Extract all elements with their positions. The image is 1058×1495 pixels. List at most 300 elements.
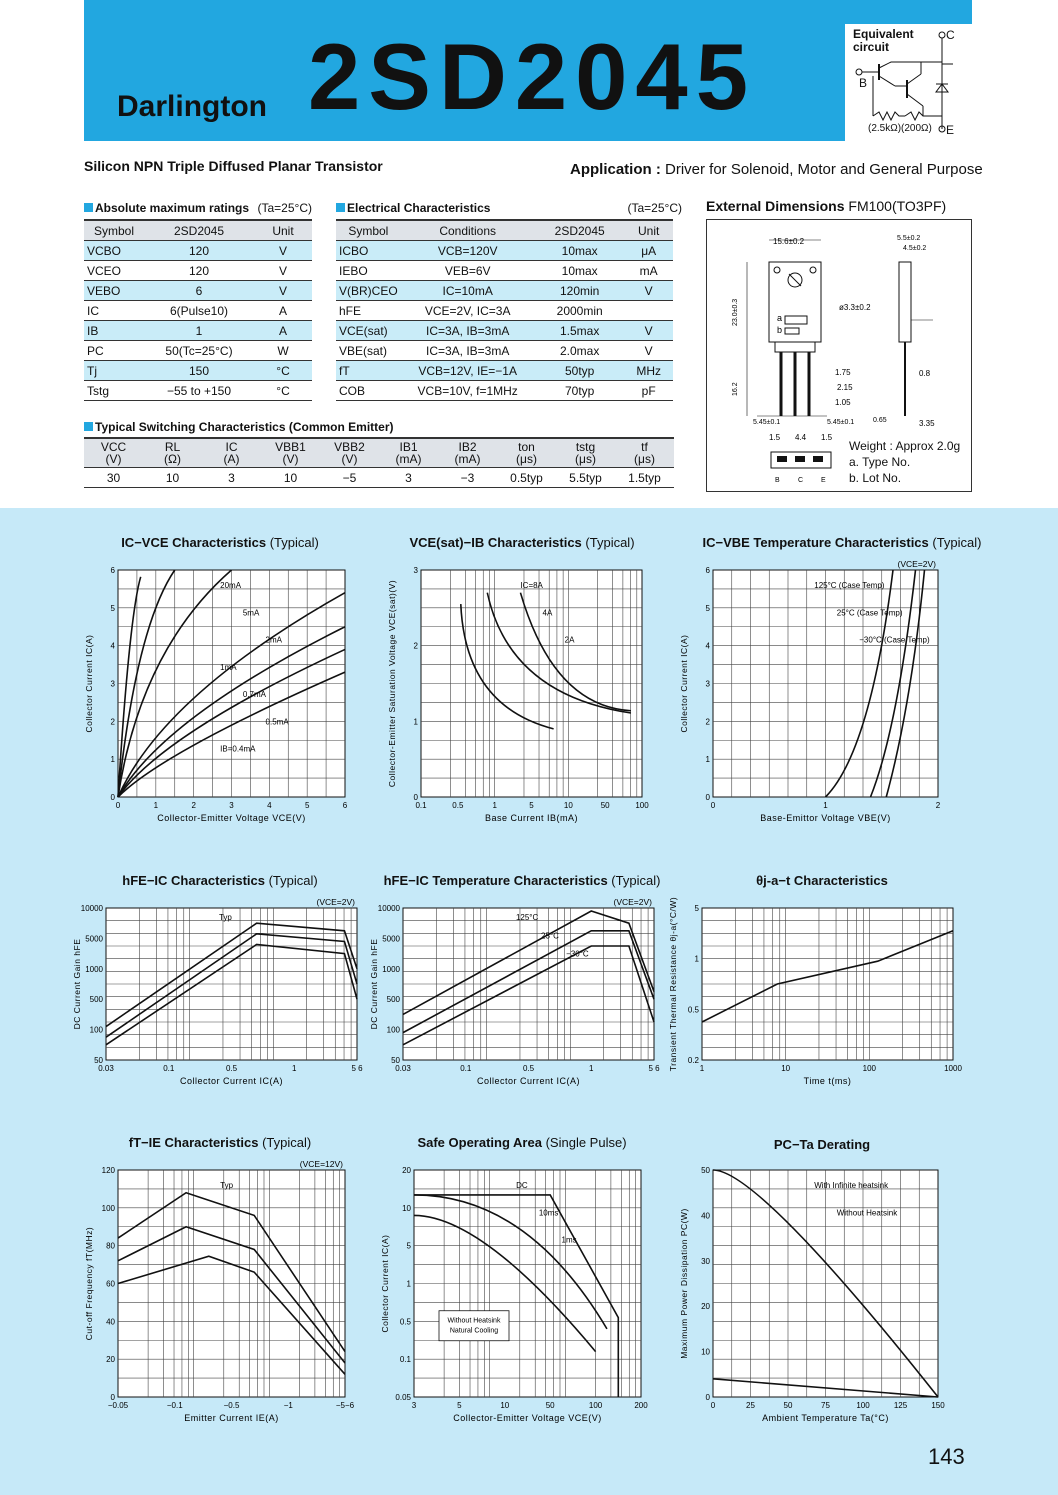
x-tick-label: 6	[342, 801, 348, 810]
x-tick-label: 0.03	[395, 1064, 411, 1073]
chart-4-plot	[56, 888, 387, 1090]
table-cell: 30	[84, 468, 143, 488]
application-label: Application :	[570, 161, 661, 178]
table-cell: IC	[84, 301, 144, 321]
table-cell: VCEO	[84, 261, 144, 281]
dim-0-65: 0.65	[873, 417, 887, 424]
table-cell: 10max	[535, 261, 625, 281]
chart-title-symbol: IC−VBE	[702, 535, 750, 550]
table-cell: 6(Pulse10)	[144, 301, 254, 321]
table-cell: V	[254, 281, 312, 301]
chart-title-symbol: θj-a−t	[756, 873, 791, 888]
table-cell: 50typ	[535, 361, 625, 381]
table-cell: 0.5typ	[497, 468, 556, 488]
table-cell: VBE(sat)	[336, 341, 401, 361]
table-row	[336, 301, 673, 321]
y-tick-label: 1000	[85, 964, 103, 974]
table-row	[84, 468, 674, 488]
table-header: Unit	[254, 220, 312, 241]
x-tick-label: 0.1	[460, 1064, 472, 1073]
table-row	[84, 381, 312, 401]
y-tick-label: 10000	[377, 904, 400, 913]
chart-title-symbol: Safe Operating Area	[417, 1135, 542, 1150]
x-tick-label: 1	[823, 801, 828, 810]
x-axis-label: Collector Current IC(A)	[179, 1076, 284, 1086]
x-tick-label: 0	[710, 1401, 716, 1410]
table-cell: Tj	[84, 361, 144, 381]
x-axis-label: Collector-Emitter Voltage VCE(V)	[157, 813, 306, 823]
y-tick-label: 1	[110, 755, 115, 765]
chart-5-plot	[353, 888, 684, 1090]
table-cell: hFE	[336, 301, 401, 321]
y-tick-label: 60	[106, 1279, 115, 1289]
y-axis-label: Collector Current IC(A)	[380, 1234, 390, 1333]
table-cell: V	[254, 241, 312, 261]
x-tick-label: 1	[153, 801, 159, 810]
x-tick-label: 0	[115, 801, 121, 810]
table-cell: °C	[254, 361, 312, 381]
chart-title	[372, 1135, 672, 1150]
table-cell: MHz	[625, 361, 673, 381]
x-tick-label: 25	[746, 1401, 755, 1410]
y-axis-label: Transient Thermal Resistance θj-a(°C/W)	[668, 896, 678, 1072]
chart-title-note: (Typical)	[258, 1135, 312, 1150]
y-tick-label: 30	[701, 1256, 710, 1266]
part-number: 2SD2045	[308, 24, 756, 129]
y-tick-label: 5	[694, 904, 699, 913]
curve-label: 25°C (Case Temp)	[836, 608, 903, 618]
chart-title-note: (Single Pulse)	[545, 1135, 627, 1150]
chart-title-note: (Typical)	[607, 873, 661, 888]
x-tick-label: −0.1	[166, 1401, 183, 1410]
table-cell: IC=10mA	[401, 281, 535, 301]
chart-title-symbol: hFE−IC	[122, 873, 168, 888]
chart-3-plot	[663, 550, 968, 827]
y-tick-label: 500	[386, 995, 400, 1005]
x-tick-label: −5−6	[335, 1401, 355, 1410]
table-cell: V(BR)CEO	[336, 281, 401, 301]
note-box-text: Natural Cooling	[449, 1327, 499, 1335]
table-header: VBB1 (V)	[261, 438, 320, 468]
y-tick-label: 2	[413, 641, 418, 651]
table-cell: V	[625, 341, 673, 361]
y-tick-label: 100	[101, 1203, 115, 1213]
table-header: ton (μs)	[497, 438, 556, 468]
resistor-values: (2.5kΩ)(200Ω)	[868, 123, 932, 134]
table-cell: 1.5typ	[615, 468, 674, 488]
table-cell: VEB=6V	[401, 261, 535, 281]
dims-heading	[706, 198, 946, 214]
page-number: 143	[928, 1444, 965, 1469]
x-tick-label: 0.5	[225, 1064, 238, 1073]
x-tick-label: 0.03	[98, 1064, 114, 1073]
table-header: 2SD2045	[535, 220, 625, 241]
chart-title-text: Characteristics	[167, 873, 265, 888]
y-tick-label: 10	[402, 1203, 411, 1213]
table-row	[84, 281, 312, 301]
table-header: IB1 (mA)	[379, 438, 438, 468]
curve-label: 4A	[542, 608, 553, 618]
pin-b: B	[775, 477, 780, 484]
y-tick-label: 0	[110, 793, 115, 802]
table-cell: V	[254, 261, 312, 281]
x-tick-label: 50	[545, 1401, 555, 1410]
x-tick-label: 1	[492, 801, 497, 810]
table-row	[336, 241, 673, 261]
elec-cond: (Ta=25°C)	[627, 201, 682, 215]
abs-max-cond: (Ta=25°C)	[257, 201, 312, 215]
table-cell: ICBO	[336, 241, 401, 261]
x-tick-label: 2	[191, 801, 196, 810]
curve-label: 125°C (Case Temp)	[814, 581, 885, 591]
y-tick-label: 1	[406, 1279, 411, 1289]
y-tick-label: 0.1	[399, 1355, 411, 1365]
chart-title-symbol: hFE−IC	[383, 873, 429, 888]
table-cell: VCB=120V	[401, 241, 535, 261]
dim-5-45a: 5.45±0.1	[753, 419, 781, 426]
table-cell: 10	[143, 468, 202, 488]
table-cell: fT	[336, 361, 401, 381]
table-cell: W	[254, 341, 312, 361]
y-tick-label: 0	[413, 793, 418, 802]
dim-3-35: 3.35	[919, 419, 935, 428]
table-cell: V	[625, 321, 673, 341]
y-tick-label: 40	[106, 1317, 115, 1327]
x-tick-label: 50	[783, 1401, 793, 1410]
chart-condition: (VCE=2V)	[897, 559, 936, 569]
table-cell: 10max	[535, 241, 625, 261]
chart-condition: (VCE=2V)	[316, 897, 355, 907]
note-box-text: Without Heatsink	[447, 1317, 501, 1325]
y-tick-label: 0	[110, 1393, 115, 1402]
chart-condition: (VCE=12V)	[299, 1159, 343, 1169]
dim-0-8: 0.8	[919, 369, 931, 378]
chart-7-plot	[68, 1150, 375, 1427]
x-tick-label: 5	[304, 801, 310, 810]
table-cell: 5.5typ	[556, 468, 615, 488]
x-tick-label: 2	[935, 801, 941, 810]
y-tick-label: 0.5	[687, 1005, 699, 1015]
table-cell: COB	[336, 381, 401, 401]
x-tick-label: 3	[229, 801, 234, 810]
mark-a: a	[777, 313, 783, 323]
table-cell: −5	[320, 468, 379, 488]
x-tick-label: 100	[856, 1401, 870, 1410]
table-cell: 120	[144, 241, 254, 261]
y-axis-label: Collector-Emitter Saturation Voltage VCE(sat)(V)	[387, 579, 397, 788]
table-cell: VCE(sat)	[336, 321, 401, 341]
table-row	[84, 241, 312, 261]
table-row	[336, 361, 673, 381]
y-axis-label: Maximum Power Dissipation PC(W)	[679, 1208, 689, 1359]
curve-label: 125°C	[515, 913, 539, 923]
y-tick-label: 5000	[382, 934, 400, 944]
y-tick-label: 500	[89, 995, 103, 1005]
chart-title-text: Temperature Characteristics	[749, 535, 929, 550]
table-header: Symbol	[84, 220, 144, 241]
curve-label: −30°C	[566, 949, 589, 959]
table-cell: VEBO	[84, 281, 144, 301]
switching-grid	[84, 437, 674, 488]
y-tick-label: 40	[701, 1211, 710, 1221]
dim-1-5b: 1.5	[821, 433, 833, 442]
x-tick-label: 10	[563, 801, 573, 810]
chart-title-text: Derating	[813, 1137, 871, 1152]
y-axis-label: Collector Current IC(A)	[679, 634, 689, 733]
table-header: IB2 (mA)	[438, 438, 497, 468]
y-tick-label: 50	[391, 1056, 400, 1065]
y-tick-label: 0	[705, 793, 710, 802]
dim-hole: ø3.3±0.2	[839, 303, 871, 312]
chart-9-plot	[663, 1150, 968, 1427]
table-cell: Tstg	[84, 381, 144, 401]
chart-title	[372, 535, 672, 550]
table-cell: 120	[144, 261, 254, 281]
dim-23-0: 23.0±0.3	[732, 298, 739, 326]
type-no-label: a. Type No.	[849, 455, 911, 469]
curve-label: 2mA	[265, 635, 283, 645]
pin-c: C	[798, 477, 804, 484]
table-header: 2SD2045	[144, 220, 254, 241]
elec-title: Electrical Characteristics	[347, 201, 491, 215]
table-header: tstg (μs)	[556, 438, 615, 468]
x-tick-label: 100	[635, 801, 649, 810]
table-header: VBB2 (V)	[320, 438, 379, 468]
pin-e: E	[821, 477, 826, 484]
x-tick-label: −0.05	[107, 1401, 129, 1410]
x-tick-label: 5 6	[648, 1064, 660, 1073]
table-cell: 3	[379, 468, 438, 488]
table-cell: VCE=2V, IC=3A	[401, 301, 535, 321]
x-tick-label: 125	[893, 1401, 908, 1410]
chart-title	[70, 873, 370, 888]
switching-title: Typical Switching Characteristics (Common Emitter)	[95, 420, 394, 434]
table-cell: 150	[144, 361, 254, 381]
chart-2-plot	[371, 550, 672, 827]
curve-label: IB=0.4mA	[220, 744, 256, 754]
pin-c-label: C	[946, 28, 955, 42]
y-tick-label: 3	[705, 679, 710, 689]
table-row	[336, 321, 673, 341]
y-tick-label: 6	[705, 566, 710, 575]
table-cell: 10	[261, 468, 320, 488]
table-header: VCC (V)	[84, 438, 143, 468]
curve-label: −30°C (Case Temp)	[859, 635, 930, 645]
table-cell: VCB=12V, IE=−1A	[401, 361, 535, 381]
table-cell: 70typ	[535, 381, 625, 401]
y-tick-label: 5	[406, 1241, 411, 1251]
y-tick-label: 80	[106, 1241, 115, 1251]
y-tick-label: 20	[701, 1302, 710, 1312]
chart-title-symbol: fT−IE	[128, 1135, 161, 1150]
y-tick-label: 100	[386, 1025, 400, 1035]
x-tick-label: 0.5	[522, 1064, 535, 1073]
y-tick-label: 20	[106, 1355, 115, 1365]
table-row	[336, 381, 673, 401]
chart-title-symbol: IC−VCE	[121, 535, 169, 550]
pin-b-label: B	[859, 76, 868, 90]
dim-5-45b: 5.45±0.1	[827, 419, 855, 426]
chart-title	[70, 535, 370, 550]
dims-notes	[849, 438, 960, 486]
curve-label: 0.5mA	[265, 717, 289, 727]
x-axis-label: Ambient Temperature Ta(°C)	[762, 1413, 889, 1423]
dim-2-15: 2.15	[837, 383, 853, 392]
dim-4-5: 4.5±0.2	[903, 245, 927, 252]
mark-b: b	[777, 325, 783, 335]
table-cell: 3	[202, 468, 261, 488]
y-tick-label: 20	[402, 1166, 411, 1175]
y-tick-label: 120	[101, 1166, 115, 1175]
y-tick-label: 1	[705, 755, 710, 765]
x-tick-label: 150	[931, 1401, 945, 1410]
x-tick-label: 1000	[944, 1064, 962, 1073]
chart-title	[692, 535, 992, 550]
table-cell: VCB=10V, f=1MHz	[401, 381, 535, 401]
table-cell: 1.5max	[535, 321, 625, 341]
x-axis-label: Base-Emittor Voltage VBE(V)	[760, 813, 891, 823]
y-tick-label: 50	[701, 1166, 710, 1175]
table-cell: 2.0max	[535, 341, 625, 361]
table-header: tf (μs)	[615, 438, 674, 468]
table-cell: IC=3A, IB=3mA	[401, 321, 535, 341]
abs-max-table	[84, 219, 312, 401]
table-cell: 120min	[535, 281, 625, 301]
y-tick-label: 10	[701, 1347, 710, 1357]
x-tick-label: −0.5	[223, 1401, 240, 1410]
x-tick-label: 50	[600, 801, 610, 810]
y-tick-label: 50	[94, 1056, 103, 1065]
y-tick-label: 100	[89, 1025, 103, 1035]
table-cell: IC=3A, IB=3mA	[401, 341, 535, 361]
lot-no-label: b. Lot No.	[849, 471, 902, 485]
table-header: RL (Ω)	[143, 438, 202, 468]
application-text: Driver for Solenoid, Motor and General Purpose	[665, 161, 983, 178]
chart-title-text: Characteristics	[168, 535, 267, 550]
chart-title-note: (Typical)	[581, 535, 635, 550]
x-tick-label: 0.5	[452, 801, 464, 810]
switching-heading	[84, 420, 394, 434]
y-tick-label: 4	[705, 641, 710, 651]
chart-title	[372, 873, 672, 888]
dim-1-75: 1.75	[835, 368, 851, 377]
x-tick-label: 5	[529, 801, 534, 810]
table-cell: IEBO	[336, 261, 401, 281]
table-cell: −55 to +150	[144, 381, 254, 401]
chart-title-text: Temperature Characteristics	[428, 873, 608, 888]
curve-label: Typ	[220, 1181, 234, 1191]
table-cell: VCBO	[84, 241, 144, 261]
table-row	[84, 261, 312, 281]
curve-label: 1mA	[220, 662, 237, 672]
x-tick-label: −1	[283, 1401, 293, 1410]
x-tick-label: 1	[292, 1064, 297, 1073]
weight-text: Weight : Approx 2.0g	[849, 439, 961, 453]
table-cell: V	[625, 281, 673, 301]
table-row	[84, 301, 312, 321]
subtitle: Silicon NPN Triple Diffused Planar Transistor	[84, 158, 383, 174]
x-tick-label: 1	[699, 1064, 705, 1073]
y-axis-label: Cut-off Frequency fT(MHz)	[84, 1226, 94, 1341]
chart-title	[70, 1135, 370, 1150]
dim-1-5a: 1.5	[769, 433, 781, 442]
table-cell: PC	[84, 341, 144, 361]
table-header: Symbol	[336, 220, 401, 241]
elec-table	[336, 219, 673, 401]
x-tick-label: 75	[821, 1401, 830, 1410]
y-tick-label: 1	[694, 954, 699, 964]
y-tick-label: 5	[110, 603, 115, 613]
table-cell: 6	[144, 281, 254, 301]
dim-4-4: 4.4	[795, 433, 807, 442]
curve-label: 0.7mA	[242, 690, 266, 700]
table-row	[336, 341, 673, 361]
y-tick-label: 5000	[85, 934, 103, 944]
table-cell: IB	[84, 321, 144, 341]
chart-title-text: Characteristics	[790, 873, 888, 888]
x-tick-label: 0	[710, 801, 716, 810]
dims-package: FM100(TO3PF)	[848, 198, 947, 214]
application	[570, 161, 983, 178]
y-tick-label: 0.05	[395, 1393, 411, 1402]
y-tick-label: 6	[110, 566, 115, 575]
x-tick-label: 5 6	[351, 1064, 363, 1073]
x-axis-label: Collector-Emitter Voltage VCE(V)	[453, 1413, 602, 1423]
y-tick-label: 2	[110, 717, 115, 727]
x-tick-label: 4	[267, 801, 272, 810]
x-axis-label: Base Current IB(mA)	[484, 813, 579, 823]
x-tick-label: 200	[634, 1401, 648, 1410]
y-tick-label: 4	[110, 641, 115, 651]
curve-label: IC=8A	[520, 581, 543, 591]
x-tick-label: 100	[862, 1064, 877, 1073]
y-tick-label: 3	[413, 566, 418, 575]
table-header: Conditions	[401, 220, 535, 241]
table-row	[84, 361, 312, 381]
table-cell: μA	[625, 241, 673, 261]
y-tick-label: 1000	[382, 964, 400, 974]
x-tick-label: 1	[589, 1064, 594, 1073]
abs-max-title: Absolute maximum ratings	[95, 201, 250, 215]
y-axis-label: Collector Current IC(A)	[84, 634, 94, 733]
x-tick-label: 10	[500, 1401, 510, 1410]
x-tick-label: 5	[457, 1401, 462, 1410]
curve-label: 2A	[564, 635, 575, 645]
curve-label: 10ms	[538, 1208, 559, 1218]
x-axis-label: Collector Current IC(A)	[476, 1076, 581, 1086]
chart-title-note: (Typical)	[928, 535, 982, 550]
elec-heading	[336, 201, 682, 215]
dim-16-2: 16.2	[732, 382, 739, 396]
abs-max-grid	[84, 219, 312, 401]
y-tick-label: 0	[705, 1393, 710, 1402]
y-tick-label: 0.2	[687, 1056, 699, 1065]
curve-label: 20mA	[220, 581, 242, 591]
y-tick-label: 5	[705, 603, 710, 613]
abs-max-heading	[84, 201, 312, 215]
chart-title-note: (Typical)	[266, 535, 319, 550]
y-tick-label: 10000	[80, 904, 103, 913]
x-tick-label: 0.1	[415, 801, 427, 810]
curve-label: 25°C	[541, 931, 559, 941]
table-cell	[625, 301, 673, 321]
table-row	[336, 281, 673, 301]
chart-title-symbol: VCE(sat)−IB	[409, 535, 485, 550]
series-label: Darlington	[117, 90, 267, 123]
pin-e-label: E	[946, 123, 955, 137]
table-header: IC (A)	[202, 438, 261, 468]
x-tick-label: 3	[411, 1401, 417, 1410]
